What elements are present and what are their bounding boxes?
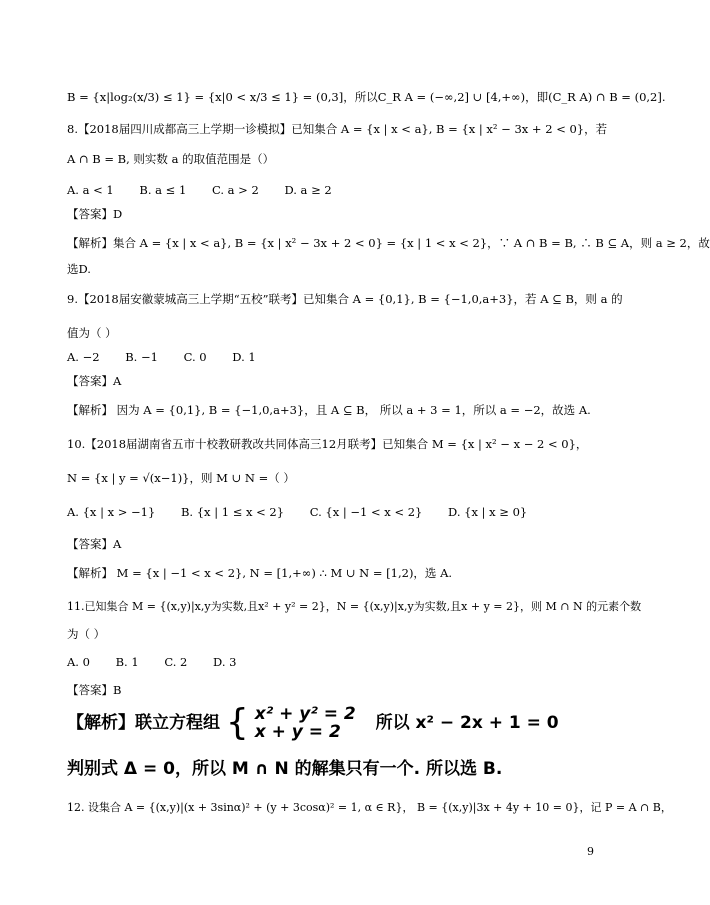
q11-explanation-cont: 判别式 Δ = 0，所以 M ∩ N 的解集只有一个. 所以选 B. — [67, 759, 503, 779]
q9-option-d: D. 1 — [232, 350, 256, 364]
q9-options — [67, 349, 600, 365]
q10-options — [67, 504, 600, 520]
q11-options — [67, 654, 600, 670]
q8-option-c: C. a > 2 — [211, 183, 259, 197]
q9-option-b: B. −1 — [125, 350, 158, 364]
q11-option-d: D. 3 — [213, 655, 237, 669]
q11-equation-1: x² + y² = 2 — [254, 704, 356, 724]
q8-option-b: B. a ≤ 1 — [139, 183, 187, 197]
q8-stem: 8.【2018届四川成都高三上学期一诊模拟】已知集合 A = {x | x < a}, B = {x | x² − 3x + 2 < 0}，若 — [67, 122, 608, 136]
q8-option-a: A. a < 1 — [67, 183, 114, 197]
q11-answer: 【答案】B — [67, 683, 122, 697]
brace-symbol: { — [225, 702, 249, 743]
q11-equation-system — [255, 705, 356, 741]
q11-explanation-prefix: 【解析】联立方程组 — [67, 713, 220, 733]
q8-options — [67, 182, 600, 198]
q11-option-c: C. 2 — [164, 655, 188, 669]
q10-option-d: D. {x | x ≥ 0} — [448, 505, 528, 519]
q8-stem-cont: A ∩ B = B, 则实数 a 的取值范围是（） — [67, 152, 275, 166]
page-number: 9 — [587, 845, 594, 858]
q10-stem-cont: N = {x | y = √(x−1)}，则 M ∪ N =（ ） — [67, 471, 295, 485]
q11-stem-cont: 为（ ） — [67, 627, 106, 641]
q10-option-a: A. {x | x > −1} — [67, 505, 156, 519]
q8-explanation-cont: 选D. — [67, 262, 91, 276]
q11-equation-2: x + y = 2 — [254, 722, 341, 742]
q11-option-a: A. 0 — [67, 655, 90, 669]
q11-option-b: B. 1 — [115, 655, 139, 669]
q12-stem: 12. 设集合 A = {(x,y)|(x + 3sinα)² + (y + 3cosα)² = 1, α ∈ R}， B = {(x,y)|3x + 4y + 10 = 0}，记 P = A ∩ B， — [67, 801, 672, 814]
q10-explanation: 【解析】 M = {x | −1 < x < 2}, N = [1,+∞) ∴ M ∪ N = [1,2)，选 A. — [67, 566, 453, 580]
q8-option-d: D. a ≥ 2 — [284, 183, 332, 197]
q9-stem: 9.【2018届安徽蒙城高三上学期“五校”联考】已知集合 A = {0,1}, B = {−1,0,a+3}，若 A ⊆ B，则 a 的 — [67, 292, 623, 306]
q9-option-a: A. −2 — [67, 350, 100, 364]
prev-solution-line: B = {x|log₂(x/3) ≤ 1} = {x|0 < x/3 ≤ 1} = (0,3]，所以C_R A = (−∞,2] ∪ [4,+∞)，即(C_R A) ∩ B = (0,2]. — [67, 90, 666, 104]
q11-explanation-suffix: 所以 x² − 2x + 1 = 0 — [375, 713, 559, 733]
q9-answer: 【答案】A — [67, 374, 122, 388]
q9-explanation: 【解析】 因为 A = {0,1}, B = {−1,0,a+3}，且 A ⊆ B， 所以 a + 3 = 1，所以 a = −2，故选 A. — [67, 403, 591, 417]
q10-option-c: C. {x | −1 < x < 2} — [309, 505, 423, 519]
q11-explanation — [67, 702, 600, 749]
q10-stem: 10.【2018届湖南省五市十校教研教改共同体高三12月联考】已知集合 M = {x | x² − x − 2 < 0}， — [67, 437, 588, 451]
q10-option-b: B. {x | 1 ≤ x < 2} — [180, 505, 285, 519]
q8-explanation: 【解析】集合 A = {x | x < a}, B = {x | x² − 3x + 2 < 0} = {x | 1 < x < 2}，∵ A ∩ B = B, ∴ B ⊆ A，则 a ≥ 2，故 — [67, 236, 710, 250]
q8-answer: 【答案】D — [67, 207, 123, 221]
q11-stem: 11.已知集合 M = {(x,y)|x,y为实数,且x² + y² = 2}，N = {(x,y)|x,y为实数,且x + y = 2}，则 M ∩ N 的元素个数 — [67, 600, 642, 613]
q9-option-c: C. 0 — [183, 350, 207, 364]
q10-answer: 【答案】A — [67, 537, 122, 551]
q9-stem-cont: 值为（ ） — [67, 326, 117, 340]
